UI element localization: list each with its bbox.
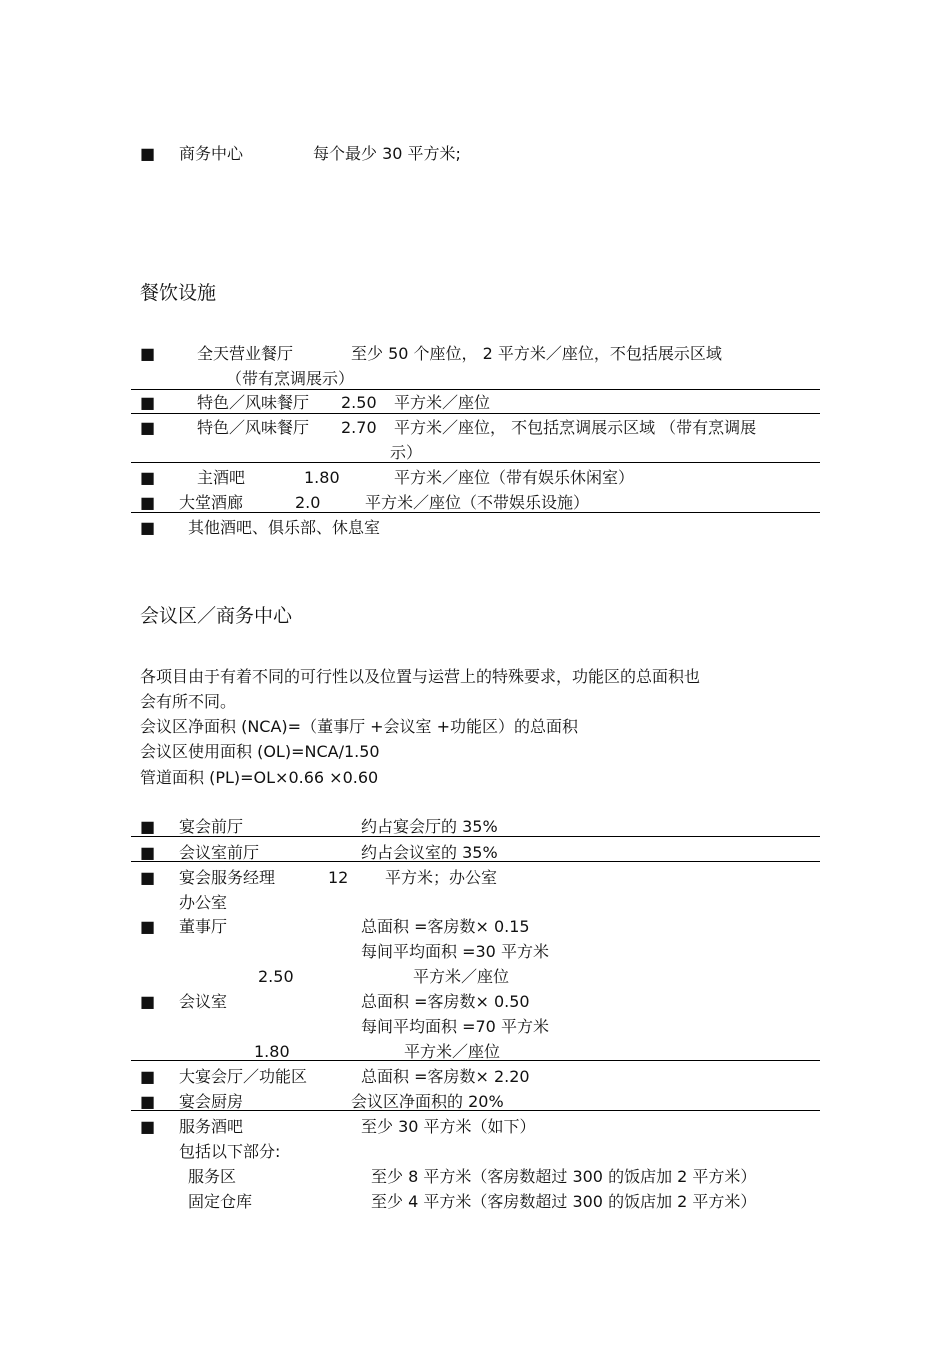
divider <box>131 512 820 513</box>
business-center-label: 商务中心 <box>179 144 244 163</box>
bullet: ■ <box>140 518 156 537</box>
sub-item-value: 至少 4 平方米（客房数超过 300 的饭店加 2 平方米） <box>371 1192 757 1211</box>
row-label: 董事厅 <box>179 917 228 936</box>
row-value: 至少 30 平方米（如下） <box>361 1117 536 1136</box>
bullet: ■ <box>140 144 156 163</box>
row-unit: 平方米／座位 <box>413 967 510 986</box>
row-number: 2.70 <box>341 418 377 437</box>
formula-line: 管道面积 (PL)=OL×0.66 ×0.60 <box>140 768 379 787</box>
row-value-line2: 每间平均面积 =70 平方米 <box>361 1017 549 1036</box>
row-value: 平方米；办公室 <box>385 868 498 887</box>
bullet: ■ <box>140 917 156 936</box>
row-label: 特色／风味餐厅 <box>197 393 310 412</box>
row-number: 2.50 <box>258 967 294 986</box>
divider <box>131 462 820 463</box>
row-value: 平方米／座位（带有娱乐休闲室） <box>394 468 635 487</box>
divider <box>131 836 820 837</box>
row-label: 大宴会厅／功能区 <box>179 1067 308 1086</box>
row-value: 至少 50 个座位， 2 平方米／座位，不包括展示区域 <box>351 344 722 363</box>
row-label: 会议室前厅 <box>179 843 260 862</box>
paragraph-line: 会有所不同。 <box>140 692 237 711</box>
formula-line: 会议区使用面积 (OL)=NCA/1.50 <box>140 742 380 761</box>
sub-item-label: 固定仓库 <box>188 1192 253 1211</box>
row-value: 平方米／座位（不带娱乐设施） <box>365 493 590 512</box>
bullet: ■ <box>140 1067 156 1086</box>
formula-line: 会议区净面积 (NCA)=（董事厅 +会议室 +功能区）的总面积 <box>140 717 579 736</box>
row-label: 特色／风味餐厅 <box>197 418 310 437</box>
row-unit: 平方米／座位 <box>404 1042 501 1061</box>
row-number: 2.0 <box>295 493 321 512</box>
divider <box>131 389 820 390</box>
bullet: ■ <box>140 992 156 1011</box>
row-value: 总面积 =客房数× 0.50 <box>361 992 530 1011</box>
divider <box>131 413 820 414</box>
row-number: 12 <box>328 868 349 887</box>
bullet: ■ <box>140 868 156 887</box>
row-continuation: 示） <box>390 443 423 462</box>
row-label: 大堂酒廊 <box>179 493 244 512</box>
bullet: ■ <box>140 843 156 862</box>
bullet: ■ <box>140 344 156 363</box>
row-label: 宴会前厅 <box>179 817 244 836</box>
sub-item-label: 服务区 <box>188 1167 237 1186</box>
divider <box>131 861 820 862</box>
bullet: ■ <box>140 468 156 487</box>
row-continuation: 包括以下部分: <box>179 1142 281 1161</box>
row-label: 全天营业餐厅 <box>197 344 294 363</box>
divider <box>131 1060 820 1061</box>
paragraph-line: 各项目由于有着不同的可行性以及位置与运营上的特殊要求，功能区的总面积也 <box>140 667 701 686</box>
divider <box>131 1110 820 1111</box>
meeting-heading: 会议区／商务中心 <box>140 605 293 627</box>
dining-heading: 餐饮设施 <box>140 282 217 304</box>
row-value: 总面积 =客房数× 2.20 <box>361 1067 530 1086</box>
row-number: 2.50 <box>341 393 377 412</box>
row-label: 宴会服务经理 <box>179 868 276 887</box>
row-value-line2: 每间平均面积 =30 平方米 <box>361 942 549 961</box>
business-center-value: 每个最少 30 平方米; <box>313 144 461 163</box>
row-value: 平方米／座位， 不包括烹调展示区域 （带有烹调展 <box>394 418 757 437</box>
row-label: 宴会厨房 <box>179 1092 244 1111</box>
row-label: 主酒吧 <box>197 468 246 487</box>
bullet: ■ <box>140 1092 156 1111</box>
row-number: 1.80 <box>254 1042 290 1061</box>
row-label: 服务酒吧 <box>179 1117 244 1136</box>
row-value: 总面积 =客房数× 0.15 <box>361 917 530 936</box>
row-continuation: 办公室 <box>179 893 228 912</box>
row-label: 其他酒吧、俱乐部、休息室 <box>188 518 381 537</box>
row-continuation: （带有烹调展示） <box>226 369 355 388</box>
row-value: 约占会议室的 35% <box>361 843 498 862</box>
row-label: 会议室 <box>179 992 228 1011</box>
bullet: ■ <box>140 393 156 412</box>
bullet: ■ <box>140 1117 156 1136</box>
row-value: 约占宴会厅的 35% <box>361 817 498 836</box>
sub-item-value: 至少 8 平方米（客房数超过 300 的饭店加 2 平方米） <box>371 1167 757 1186</box>
bullet: ■ <box>140 493 156 512</box>
row-value: 平方米／座位 <box>394 393 491 412</box>
row-value: 会议区净面积的 20% <box>351 1092 504 1111</box>
bullet: ■ <box>140 817 156 836</box>
bullet: ■ <box>140 418 156 437</box>
row-number: 1.80 <box>304 468 340 487</box>
